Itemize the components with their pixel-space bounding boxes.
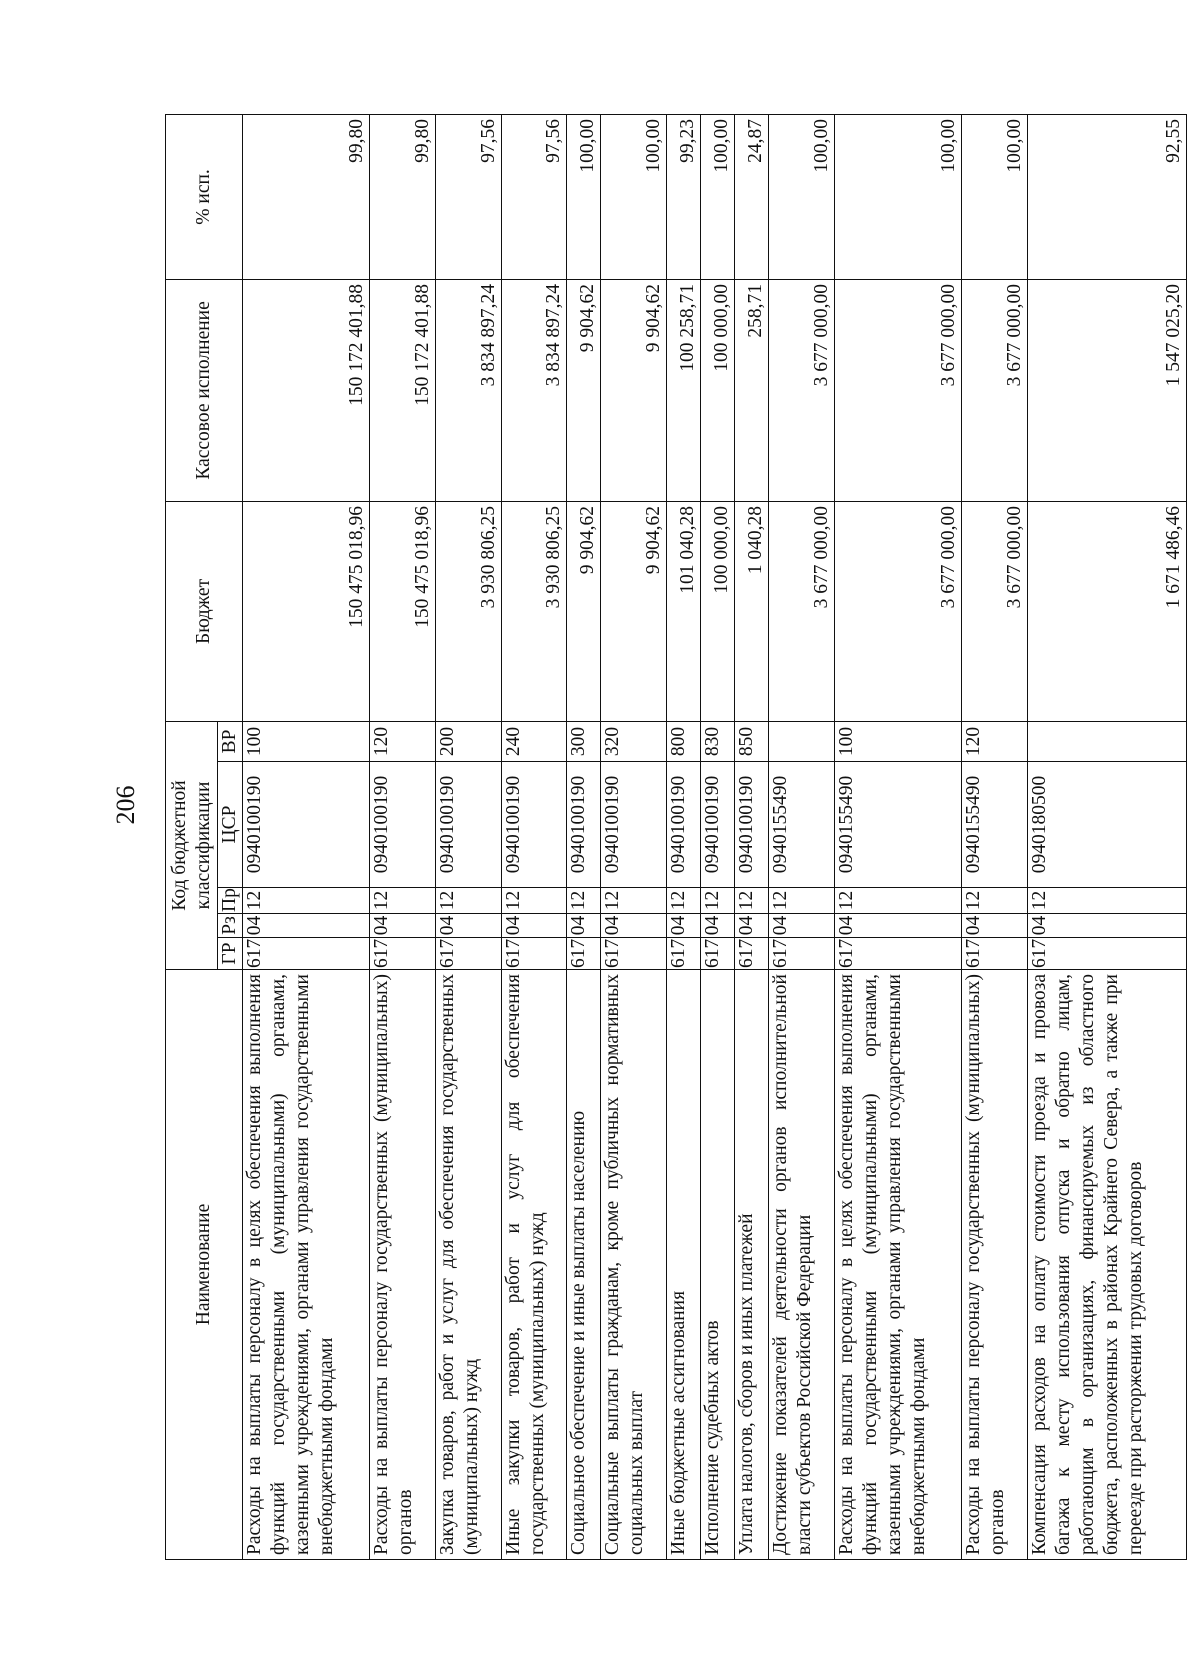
header-cash: Кассовое исполнение — [166, 279, 243, 501]
budget-table — [165, 114, 1187, 1560]
row-gr: 617 — [701, 938, 735, 970]
row-budget: 3 677 000,00 — [962, 501, 1028, 721]
row-pr: 12 — [701, 888, 735, 914]
row-gr: 617 — [962, 938, 1028, 970]
row-name: Социальные выплаты гражданам, кроме публичных нормативных социальных выплат — [601, 970, 667, 1560]
header-pr: Пр — [218, 888, 243, 914]
row-pr: 12 — [370, 888, 436, 914]
row-name: Иные бюджетные ассигнования — [667, 970, 701, 1560]
row-gr: 617 — [243, 938, 370, 970]
row-pr: 12 — [435, 888, 501, 914]
row-vr: 320 — [601, 721, 667, 761]
row-pct: 97,56 — [501, 114, 567, 279]
row-csr: 0940155490 — [769, 762, 835, 888]
row-gr: 617 — [1028, 938, 1187, 970]
row-rz: 04 — [962, 914, 1028, 938]
row-pct: 100,00 — [601, 114, 667, 279]
row-vr: 100 — [243, 721, 370, 761]
row-vr: 200 — [435, 721, 501, 761]
table-row — [769, 114, 835, 1559]
row-budget: 9 904,62 — [567, 501, 601, 721]
row-cash: 100 258,71 — [667, 279, 701, 501]
table-row — [835, 114, 962, 1559]
row-csr: 0940100190 — [370, 762, 436, 888]
row-pr: 12 — [1028, 888, 1187, 914]
row-rz: 04 — [701, 914, 735, 938]
row-budget: 1 671 486,46 — [1028, 501, 1187, 721]
row-csr: 0940100190 — [501, 762, 567, 888]
header-rz: Рз — [218, 914, 243, 938]
row-gr: 617 — [501, 938, 567, 970]
row-csr: 0940155490 — [835, 762, 962, 888]
row-cash: 3 677 000,00 — [962, 279, 1028, 501]
row-csr: 0940100190 — [667, 762, 701, 888]
row-budget: 3 930 806,25 — [435, 501, 501, 721]
row-rz: 04 — [601, 914, 667, 938]
row-cash: 150 172 401,88 — [370, 279, 436, 501]
header-pct: % исп. — [166, 114, 243, 279]
row-csr: 0940155490 — [962, 762, 1028, 888]
row-pr: 12 — [667, 888, 701, 914]
row-budget: 150 475 018,96 — [370, 501, 436, 721]
row-pct: 99,80 — [370, 114, 436, 279]
table-row — [370, 114, 436, 1559]
row-budget: 1 040,28 — [735, 501, 769, 721]
row-name: Социальное обеспечение и иные выплаты населению — [567, 970, 601, 1560]
row-cash: 9 904,62 — [601, 279, 667, 501]
row-name: Закупка товаров, работ и услуг для обеспечения государственных (муниципальных) нужд — [435, 970, 501, 1560]
row-cash: 9 904,62 — [567, 279, 601, 501]
row-pr: 12 — [835, 888, 962, 914]
row-cash: 1 547 025,20 — [1028, 279, 1187, 501]
row-cash: 258,71 — [735, 279, 769, 501]
row-pr: 12 — [769, 888, 835, 914]
row-vr: 100 — [835, 721, 962, 761]
table-row — [243, 114, 370, 1559]
table-row — [501, 114, 567, 1559]
row-rz: 04 — [567, 914, 601, 938]
row-rz: 04 — [435, 914, 501, 938]
row-gr: 617 — [370, 938, 436, 970]
row-gr: 617 — [435, 938, 501, 970]
row-csr: 0940100190 — [735, 762, 769, 888]
row-gr: 617 — [667, 938, 701, 970]
row-vr: 240 — [501, 721, 567, 761]
row-cash: 3 834 897,24 — [435, 279, 501, 501]
row-csr: 0940100190 — [701, 762, 735, 888]
row-name: Расходы на выплаты персоналу в целях обеспечения выполнения функций государственными (муниципальными) органами, казенными учреждениями, органами управления государственными внебюджетными фондами — [243, 970, 370, 1560]
row-pct: 99,80 — [243, 114, 370, 279]
table-body — [243, 114, 1187, 1559]
row-rz: 04 — [243, 914, 370, 938]
header-vr: ВР — [218, 721, 243, 761]
row-pr: 12 — [962, 888, 1028, 914]
row-vr: 300 — [567, 721, 601, 761]
row-budget: 3 930 806,25 — [501, 501, 567, 721]
row-pr: 12 — [735, 888, 769, 914]
row-rz: 04 — [835, 914, 962, 938]
row-cash: 100 000,00 — [701, 279, 735, 501]
row-gr: 617 — [769, 938, 835, 970]
row-gr: 617 — [735, 938, 769, 970]
row-vr: 120 — [370, 721, 436, 761]
table-row — [962, 114, 1028, 1559]
table-row — [667, 114, 701, 1559]
row-vr: 800 — [667, 721, 701, 761]
row-vr: 850 — [735, 721, 769, 761]
row-name: Иные закупки товаров, работ и услуг для обеспечения государственных (муниципальных) нужд — [501, 970, 567, 1560]
row-pct: 99,23 — [667, 114, 701, 279]
table-row — [435, 114, 501, 1559]
row-name: Расходы на выплаты персоналу в целях обеспечения выполнения функций государственными (муниципальными) органами, казенными учреждениями, органами управления государственными внебюджетными фондами — [835, 970, 962, 1560]
row-name: Расходы на выплаты персоналу государственных (муниципальных) органов — [370, 970, 436, 1560]
row-rz: 04 — [1028, 914, 1187, 938]
row-csr: 0940100190 — [567, 762, 601, 888]
row-budget: 150 475 018,96 — [243, 501, 370, 721]
row-pct: 100,00 — [835, 114, 962, 279]
table-row — [735, 114, 769, 1559]
header-gr: ГР — [218, 938, 243, 970]
row-csr: 0940180500 — [1028, 762, 1187, 888]
row-pct: 100,00 — [769, 114, 835, 279]
header-code-group: Код бюджетной классификации — [166, 721, 218, 969]
row-name: Достижение показателей деятельности органов исполнительной власти субъектов Российской Федерации — [769, 970, 835, 1560]
row-vr: 120 — [962, 721, 1028, 761]
header-csr: ЦСР — [218, 762, 243, 888]
row-name: Уплата налогов, сборов и иных платежей — [735, 970, 769, 1560]
row-cash: 3 677 000,00 — [769, 279, 835, 501]
row-vr — [769, 721, 835, 761]
row-pr: 12 — [601, 888, 667, 914]
row-rz: 04 — [370, 914, 436, 938]
row-pct: 100,00 — [701, 114, 735, 279]
table-row — [601, 114, 667, 1559]
row-pct: 97,56 — [435, 114, 501, 279]
row-csr: 0940100190 — [243, 762, 370, 888]
row-budget: 101 040,28 — [667, 501, 701, 721]
header-name: Наименование — [166, 970, 243, 1560]
row-csr: 0940100190 — [601, 762, 667, 888]
row-pr: 12 — [567, 888, 601, 914]
row-budget: 100 000,00 — [701, 501, 735, 721]
row-budget: 9 904,62 — [601, 501, 667, 721]
table-row — [567, 114, 601, 1559]
row-name: Расходы на выплаты персоналу государственных (муниципальных) органов — [962, 970, 1028, 1560]
table-row — [1028, 114, 1187, 1559]
row-name: Исполнение судебных актов — [701, 970, 735, 1560]
rotated-table-wrapper — [165, 115, 1187, 1560]
row-pct: 24,87 — [735, 114, 769, 279]
row-cash: 3 834 897,24 — [501, 279, 567, 501]
row-pct: 100,00 — [962, 114, 1028, 279]
row-pr: 12 — [243, 888, 370, 914]
row-csr: 0940100190 — [435, 762, 501, 888]
row-budget: 3 677 000,00 — [769, 501, 835, 721]
page-number: 206 — [111, 785, 140, 825]
row-rz: 04 — [667, 914, 701, 938]
row-name: Компенсация расходов на оплату стоимости проезда и провоза багажа к месту использования отпуска и обратно лицам, работающим в организациях, финансируемых из областного бюджета, расположенных в районах Крайнего Севера, а также при переезде при расторжении трудовых договоров — [1028, 970, 1187, 1560]
row-cash: 150 172 401,88 — [243, 279, 370, 501]
row-pr: 12 — [501, 888, 567, 914]
row-gr: 617 — [567, 938, 601, 970]
row-gr: 617 — [835, 938, 962, 970]
row-rz: 04 — [735, 914, 769, 938]
row-pct: 100,00 — [567, 114, 601, 279]
row-pct: 92,55 — [1028, 114, 1187, 279]
row-gr: 617 — [601, 938, 667, 970]
row-vr: 830 — [701, 721, 735, 761]
row-budget: 3 677 000,00 — [835, 501, 962, 721]
row-rz: 04 — [769, 914, 835, 938]
row-vr — [1028, 721, 1187, 761]
table-row — [701, 114, 735, 1559]
row-cash: 3 677 000,00 — [835, 279, 962, 501]
row-rz: 04 — [501, 914, 567, 938]
header-budget: Бюджет — [166, 501, 243, 721]
